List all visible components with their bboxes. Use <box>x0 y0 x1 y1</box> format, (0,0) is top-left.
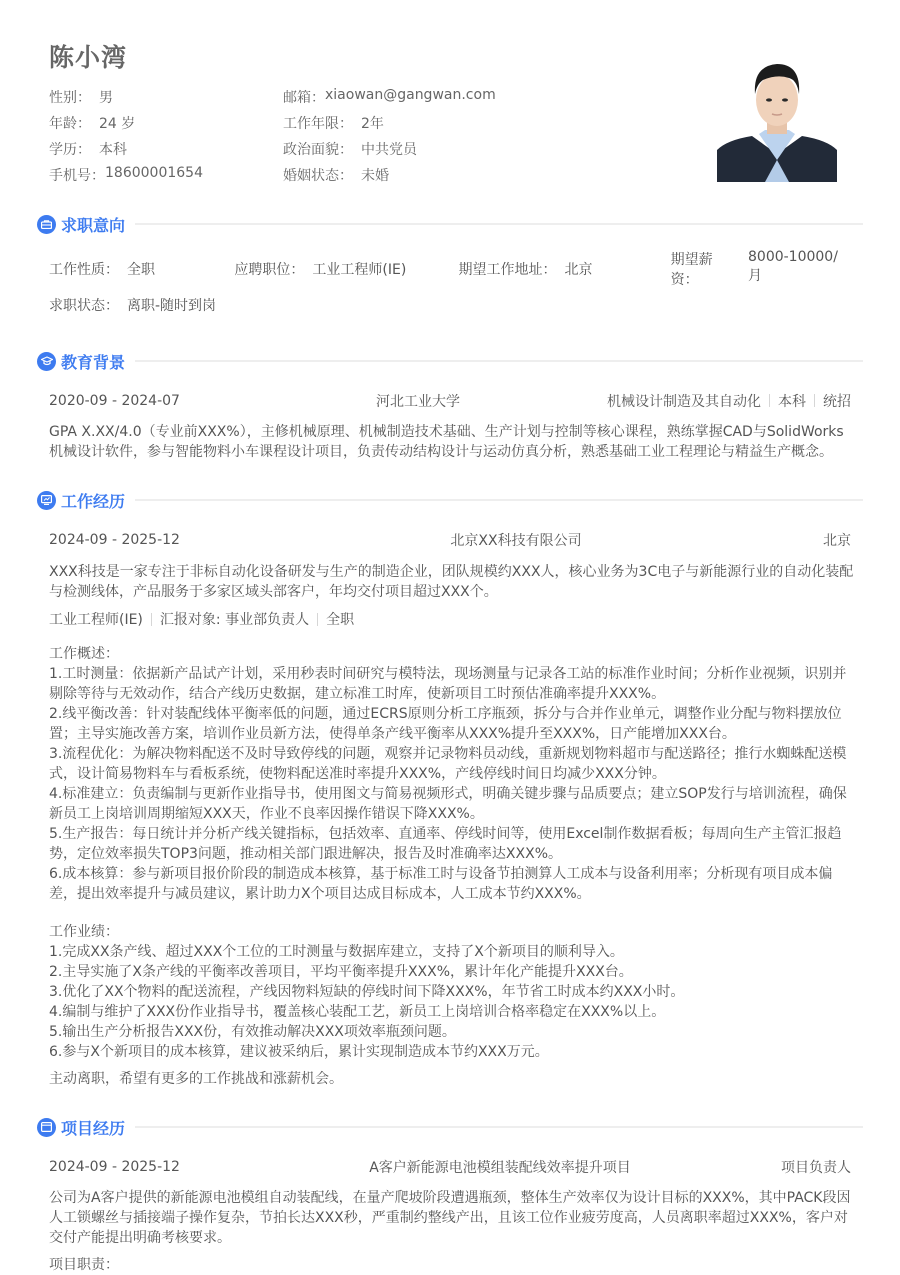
work-summary <box>49 644 855 904</box>
work-achievements <box>49 922 855 1062</box>
summary-item: 5.生产报告：每日统计并分析产线关键指标，包括效率、直通率、停线时间等，使用Excel制作数据看板；每周向生产主管汇报趋势，定位效率损失TOP3问题，推动相关部门跟进解决，报告及时准确率达XXX%。 <box>49 826 842 862</box>
avatar <box>717 50 837 182</box>
leave-reason: 主动离职，希望有更多的工作挑战和涨薪机会。 <box>49 1071 343 1087</box>
section-header-intent <box>37 212 863 236</box>
briefcase-icon <box>37 215 56 234</box>
company-name: 北京XX科技有限公司 <box>450 533 582 549</box>
section-title: 工作经历 <box>61 491 126 511</box>
age-field: 年龄： 24 岁 <box>49 116 136 132</box>
project-description: 公司为A客户提供的新能源电池模组自动装配线，在量产爬坡阶段遭遇瓶颈，整体生产效率仅为设计目标的XXX%，其中PACK段因人工锁螺丝与插接端子操作复杂，节拍长达XXX秒，严重制约整线产出，且该工位作业疲劳度高，人员离职率超过XXX%，客户对交付产能提出明确考核要求。 <box>49 1190 851 1246</box>
project-entry-header <box>49 1157 851 1177</box>
salary-field: 期望薪资： 8000-10000/月 <box>670 249 838 288</box>
summary-item: 4.标准建立：负责编制与更新作业指导书，使用图文与简易视频形式，明确关键步骤与品质要点；建立SOP发行与培训流程，确保新员工上岗培训周期缩短XXX天，作业不良率因操作错误下降XXX%。 <box>49 786 847 822</box>
separator <box>814 394 815 407</box>
job-title: 工业工程师(IE) <box>49 612 143 628</box>
achievement-item: 5.输出生产分析报告XXX份，有效推动解决XXX项效率瓶颈问题。 <box>49 1024 456 1040</box>
education-level-field: 学历： 本科 <box>49 142 127 158</box>
basic-info-row <box>49 84 669 110</box>
portrait-photo <box>717 50 837 182</box>
job-type: 全职 <box>326 612 355 628</box>
section-header-work <box>37 488 863 512</box>
achievement-item: 6.参与X个新项目的成本核算，建议被采纳后，累计实现制造成本节约XXX万元。 <box>49 1044 549 1060</box>
summary-item: 3.流程优化：为解决物料配送不及时导致停线的问题，观察并记录物料员动线，重新规划物料超市与配送路径；推行水蜘蛛配送模式，设计简易物料车与看板系统，使物料配送准时率提升XXX%，产线停线时间日均减少XXX分钟。 <box>49 746 847 782</box>
achievement-item: 3.优化了XX个物料的配送流程，产线因物料短缺的停线时间下降XXX%，年节省工时成本约XXX小时。 <box>49 984 685 1000</box>
education-entry-header <box>49 391 851 411</box>
intent-row <box>49 295 851 315</box>
project-period: 2024-09 - 2025-12 <box>49 1159 180 1175</box>
email-field: 邮箱： xiaowan@gangwan.com <box>283 87 496 106</box>
separator <box>317 613 318 626</box>
section-divider <box>135 223 863 225</box>
major: 机械设计制造及其自动化 <box>607 394 761 410</box>
location-field: 期望工作地址： 北京 <box>458 262 593 278</box>
job-nature-field: 工作性质： 全职 <box>49 262 155 278</box>
education-description: GPA X.XX/4.0（专业前XXX%），主修机械原理、机械制造技术基础、生产计划与控制等核心课程，熟练掌握CAD与SolidWorks机械设计软件，参与智能物料小车课程设计项目，负责传动结构设计与运动仿真分析，熟悉基础工业工程理论与精益生产概念。 <box>49 424 844 460</box>
project-role: 项目负责人 <box>781 1160 851 1176</box>
work-entry-header <box>49 530 851 550</box>
intent-row <box>49 249 851 288</box>
section-header-education <box>37 349 863 373</box>
summary-item: 6.成本核算：参与新项目报价阶段的制造成本核算，基于标准工时与设备节拍测算人工成本与设备利用率；分析现有项目成本偏差，提出效率提升与减员建议，累计助力X个项目达成目标成本，人工成本节约XXX%。 <box>49 866 833 902</box>
project-duties-title: 项目职责： <box>49 1257 119 1273</box>
monitor-icon <box>37 491 56 510</box>
summary-title: 工作概述： <box>49 646 119 662</box>
position-field: 应聘职位： 工业工程师(IE) <box>234 262 407 278</box>
section-divider <box>135 1126 863 1128</box>
phone-field: 手机号： 18600001654 <box>49 165 203 184</box>
job-status-field: 求职状态： 离职-随时到岗 <box>49 298 217 314</box>
summary-item: 1.工时测量：依据新产品试产计划，采用秒表时间研究与模特法，现场测量与记录各工站的标准作业时间；分析作业视频，识别并剔除等待与无效动作，结合产线历史数据，建立标准工时库，使新项目工时预估准确率提升XXX%。 <box>49 666 847 702</box>
political-status-field: 政治面貌： 中共党员 <box>283 142 417 158</box>
section-title: 求职意向 <box>61 215 126 235</box>
degree: 本科 <box>778 394 806 410</box>
basic-info-row <box>49 136 669 162</box>
section-divider <box>135 360 863 362</box>
section-title: 教育背景 <box>61 352 126 372</box>
education-period: 2020-09 - 2024-07 <box>49 393 180 409</box>
school-name: 河北工业大学 <box>376 394 460 410</box>
achievement-item: 2.主导实施了X条产线的平衡率改善项目，平均平衡率提升XXX%，累计年化产能提升XXX台。 <box>49 964 633 980</box>
enrollment-type: 统招 <box>823 394 851 410</box>
summary-item: 2.线平衡改善：针对装配线体平衡率低的问题，通过ECRS原则分析工序瓶颈，拆分与合并作业单元，调整作业分配与物料摆放位置；主导实施改善方案，培训作业员新方法，使得单条产线平衡率从XXX%提升至XXX%，日产能增加XXX台。 <box>49 706 842 742</box>
separator <box>769 394 770 407</box>
section-divider <box>135 499 863 501</box>
window-icon <box>37 1118 56 1137</box>
company-description: XXX科技是一家专注于非标自动化设备研发与生产的制造企业，团队规模约XXX人，核心业务为3C电子与新能源行业的自动化装配与检测线体，产品服务于多家区域头部客户，年均交付项目超过XXX个。 <box>49 564 854 600</box>
section-title: 项目经历 <box>61 1118 126 1138</box>
achievements-title: 工作业绩： <box>49 924 119 940</box>
work-location: 北京 <box>823 533 851 549</box>
work-years-field: 工作年限： 2年 <box>283 116 384 132</box>
basic-info-row <box>49 110 669 136</box>
education-meta <box>607 391 851 411</box>
work-role-meta <box>49 609 851 629</box>
report-to: 汇报对象: 事业部负责人 <box>159 612 310 628</box>
gender-field: 性别： 男 <box>49 90 113 106</box>
candidate-name: 陈小湾 <box>49 43 128 72</box>
section-header-project <box>37 1115 863 1139</box>
work-period: 2024-09 - 2025-12 <box>49 532 180 548</box>
separator <box>151 613 152 626</box>
basic-info-row <box>49 162 669 188</box>
project-name: A客户新能源电池模组装配线效率提升项目 <box>369 1160 631 1176</box>
marital-status-field: 婚姻状态： 未婚 <box>283 168 389 184</box>
achievement-item: 4.编制与维护了XXX份作业指导书，覆盖核心装配工艺，新员工上岗培训合格率稳定在XXX%以上。 <box>49 1004 666 1020</box>
graduation-cap-icon <box>37 352 56 371</box>
basic-info <box>49 84 669 188</box>
achievement-item: 1.完成XX条产线、超过XXX个工位的工时测量与数据库建立，支持了X个新项目的顺利导入。 <box>49 944 624 960</box>
